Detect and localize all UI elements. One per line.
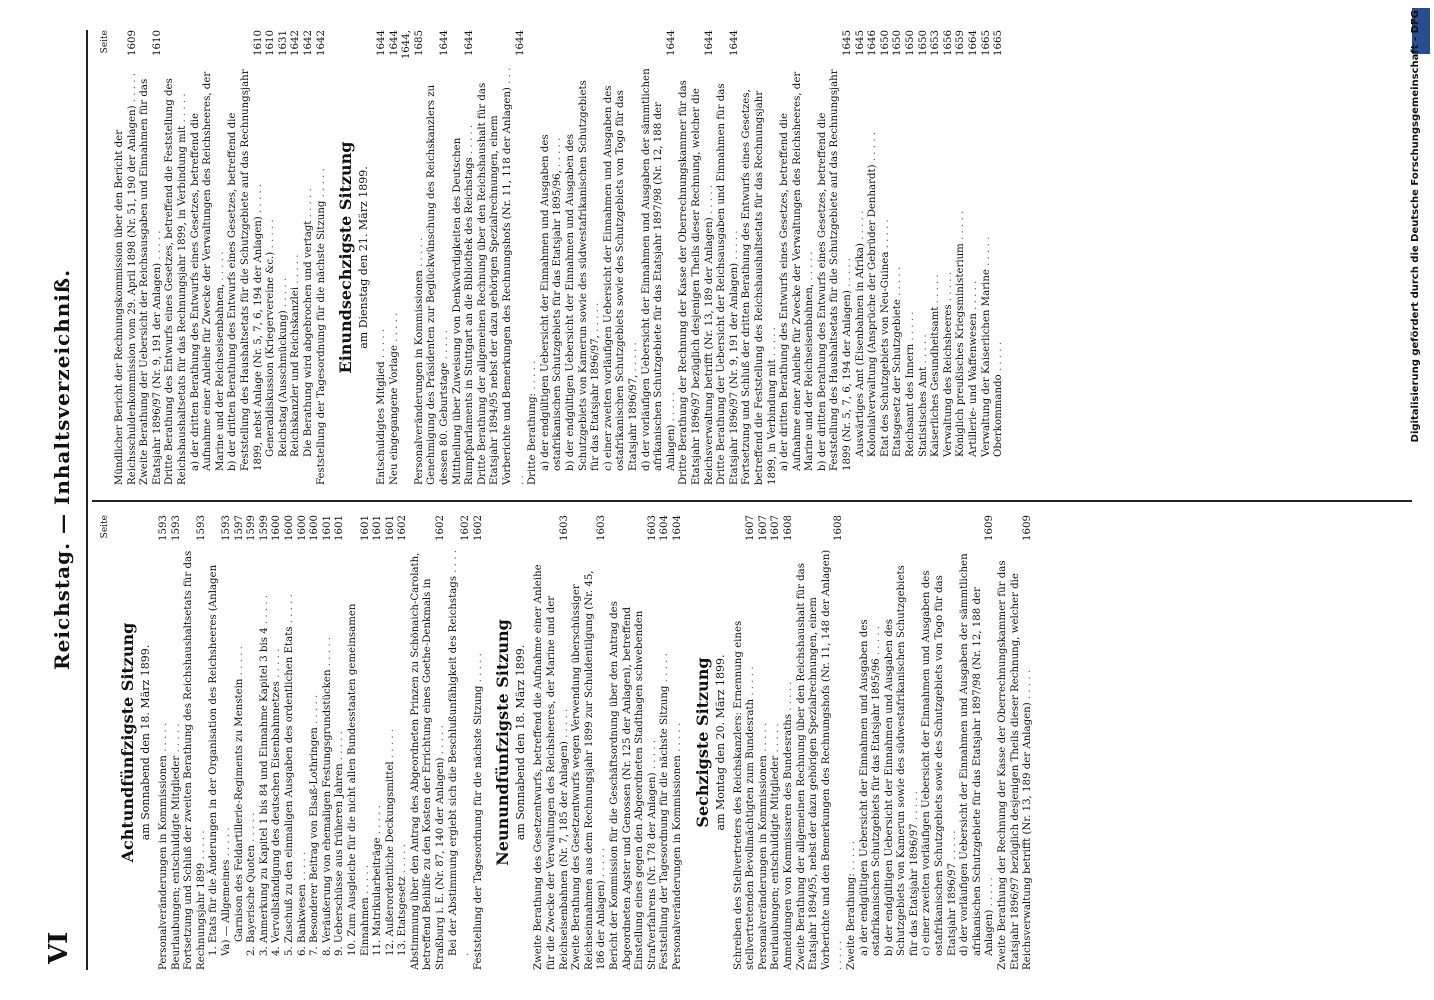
toc-entry-page: 1644, 1685 xyxy=(401,30,425,60)
toc-entry-page: 1644 xyxy=(728,30,740,56)
toc-entry xyxy=(208,515,233,970)
toc-entry xyxy=(376,30,389,485)
toc-entry xyxy=(164,30,189,485)
seite-label: Seite xyxy=(100,515,110,539)
toc-entry xyxy=(997,515,1035,970)
toc-entry-page: 1593 xyxy=(220,515,232,541)
toc-entry-page: 1664 xyxy=(968,30,979,56)
toc-entry xyxy=(284,515,297,970)
toc-entry-text: Garnison des Feldartillerie-Regiments zu Menstein . . . xyxy=(234,549,247,970)
toc-entry-text: Personalveränderungen in Kommissionen . . . xyxy=(672,549,685,970)
toc-entry-text: Neu eingegangene Vorlage . . . xyxy=(389,64,402,485)
toc-entry-page: 1609 xyxy=(984,515,996,541)
toc-entry-page: 1599 xyxy=(258,515,270,541)
toc-entry-text: Dritte Berathung: . . . xyxy=(527,64,540,485)
toc-entry-text: 3. Anmerkung zu Kapitel 1 bis 84 und Einnahme Kapitel 3 bis 4 . . . xyxy=(259,549,272,970)
toc-entry xyxy=(190,30,228,485)
session-date: am Dienstag den 21. März 1899. xyxy=(357,166,371,349)
header-rule xyxy=(86,30,88,970)
session-date: am Sonnabend den 18. März 1899. xyxy=(514,644,528,841)
toc-entry-page: 1610 xyxy=(265,30,277,56)
toc-entry-text: Verwaltung des Reichsheeres . . . xyxy=(943,64,956,485)
toc-entry-text: Dritte Berathung des Entwurfs eines Gesetzes, betreffend die Feststellung des Reichshaushaltsetats für das Rechnungsjahr 1899, in Verbindung mit . . . xyxy=(164,64,189,485)
toc-entry xyxy=(259,515,272,970)
toc-entry xyxy=(930,30,943,485)
toc-entry xyxy=(779,30,817,485)
toc-entry-text: Etatsgesetz der Schutzgebiete . . . xyxy=(892,64,905,485)
toc-entry-text: Generaldiskussion (Kriegervereine &c.) . . . xyxy=(265,64,278,485)
toc-entry-page: 1601 xyxy=(334,515,346,541)
toc-entry-page: 1608 xyxy=(833,515,845,541)
toc-entry-page: 1603 xyxy=(596,515,608,541)
toc-entry xyxy=(334,515,347,970)
toc-entry-page: 1607 xyxy=(770,515,782,541)
toc-entry-page: 1597 xyxy=(233,515,245,541)
seite-label: Seite xyxy=(100,30,110,54)
page-number: VI xyxy=(44,931,74,964)
toc-entry-page: 1645 xyxy=(854,30,866,56)
toc-entry xyxy=(678,30,716,485)
toc-entry-page: 1600 xyxy=(296,515,308,541)
toc-entry xyxy=(533,515,571,970)
toc-entry-page: 1610 xyxy=(252,30,264,56)
toc-entry-page: 1600 xyxy=(309,515,321,541)
toc-entry xyxy=(234,515,247,970)
page-header xyxy=(40,30,80,970)
toc-entry xyxy=(426,30,451,485)
toc-entry-page: 1650 xyxy=(905,30,917,56)
toc-entry xyxy=(452,30,477,485)
toc-entry-page: 1665 xyxy=(993,30,1005,56)
running-head: Reichstag. — Inhaltsverzeichniß. xyxy=(50,268,74,670)
toc-entry xyxy=(921,515,959,970)
toc-entry-page: 1650 xyxy=(892,30,904,56)
digitization-credit xyxy=(1404,10,1428,990)
toc-entry-text: Dritte Berathung der Uebersicht der Reichsausgaben und Einnahmen für das Etatsjahr 1896/97 (Nr. 9, 191 der Anlagen) . . . xyxy=(716,64,741,485)
column-divider xyxy=(92,500,1412,502)
toc-entry-text: b) der endgültigen Uebersicht der Einnahmen und Ausgaben des Schutzgebiets von Kamerun sowie des südwestafrikanischen Schutzgebiets für das Etatsjahr 1896/97 . . . xyxy=(884,549,922,970)
toc-entry-page: 1593 xyxy=(195,515,207,541)
toc-entry xyxy=(959,515,997,970)
toc-entry-page: 1604 xyxy=(671,515,683,541)
toc-entry-text: a) der dritten Berathung des Entwurfs eines Gesetzes, betreffend die Aufnahme einer Anleihe für Zwecke der Verwaltungen des Reichsheeres, der Marine und der Reichseisenbahnen, . . . xyxy=(190,64,228,485)
toc-entry xyxy=(733,515,758,970)
toc-entry-text: Kolonialverwaltung (Ansprüche der Gebrüder Denhardt) . . . xyxy=(867,64,880,485)
toc-entry-text: d) der vorläufigen Uebersicht der Einnahmen und Ausgaben der sämmtlichen afrikanischen Schutzgebiete für das Etatsjahr 1897/98 (Nr. 12, 188 der Anlagen) . . . xyxy=(641,64,679,485)
left-column xyxy=(100,515,1400,970)
toc-entry xyxy=(385,515,398,970)
toc-entry-page: 1593 xyxy=(170,515,182,541)
session-title: Einundsechzigste Sitzung xyxy=(336,141,356,374)
toc-entry-text: 13. Etatsgesetz . . . xyxy=(397,549,410,970)
toc-entry-text: Anmeldungen von Kommissaren des Bundesraths . . . xyxy=(783,549,796,970)
toc-entry-text: Personalveränderungen in Kommissionen . . . xyxy=(758,549,771,970)
toc-entry-page: 1610 xyxy=(151,30,163,56)
toc-entry-text: Mittheilung über Zuweisung von Denkwürdigkeiten des Deutschen Rumpfparlaments in Stuttgart an die Bibliothek des Reichstags . . . xyxy=(452,64,477,485)
toc-entry-text: Zweite Berathung: . . . xyxy=(846,549,859,970)
toc-entry xyxy=(316,30,329,485)
toc-entry xyxy=(271,515,284,970)
toc-entry-text: Zweite Berathung der Uebersicht der Reichsausgaben und Einnahmen für das Etatsjahr 1896/97 (Nr. 9, 191 der Anlagen) . . . xyxy=(139,64,164,485)
toc-entry-page: 1608 xyxy=(782,515,794,541)
toc-entry xyxy=(290,30,303,485)
toc-entry-text: Zweite Berathung der Rechnung der Kasse der Oberrechnungskammer für das Etatsjahr 1896/97 bezüglich desjenigen Theils dieser Rechnung, welcher die Reichsverwaltung betrifft (Nr. 13, 189 der Anlagen) . . . xyxy=(997,549,1035,970)
toc-entry-text: Oberkommando . . . xyxy=(993,64,1006,485)
toc-entry-page: 1607 xyxy=(757,515,769,541)
toc-entry-page: 1601 xyxy=(321,515,333,541)
toc-entry-text: Statistisches Amt . . . xyxy=(918,64,931,485)
toc-entry xyxy=(114,30,139,485)
toc-entry-page: 1659 xyxy=(955,30,967,56)
toc-entry xyxy=(309,515,322,970)
credit-text: Digitalisierung gefördert durch die Deutsche Forschungsgemeinschaft - DFG xyxy=(1410,10,1421,443)
toc-entry-page: 1607 xyxy=(745,515,757,541)
toc-entry xyxy=(770,515,783,970)
toc-entry xyxy=(659,515,672,970)
toc-entry-page: 1599 xyxy=(246,515,258,541)
toc-entry-text: Feststellung der Tagesordnung für die nächste Sitzung . . . xyxy=(473,549,486,970)
toc-entry xyxy=(855,30,868,485)
toc-entry-page: 1602 xyxy=(435,515,447,541)
toc-entry-text: 10. Zum Ausgleiche für die nicht allen Bundesstaaten gemeinsamen Einnahmen . . . xyxy=(347,549,372,970)
toc-entry xyxy=(993,30,1006,485)
toc-entry-text: Zweite Berathung der allgemeinen Rechnung über den Reichshaushalt für das Etatsjahr 1894/95, nebst der dazu gehörigen Spezialrechnungen, einem Vorberichte und den Bemerkungen des Rechnungshofs (Nr. 11, 148 der Anlagen) . . . xyxy=(796,549,846,970)
toc-entry xyxy=(158,515,171,970)
toc-entry xyxy=(540,30,565,485)
toc-entry-text: Zweite Berathung des Gesetzentwurfs, betreffend die Aufnahme einer Anleihe für die Zwecke der Verwaltungen des Reichsheeres, der Marine und der Reichseisenbahnen (Nr. 7, 185 der Anlagen) . . . xyxy=(533,549,571,970)
toc-entry xyxy=(401,30,426,485)
toc-entry xyxy=(783,515,796,970)
toc-entry xyxy=(246,515,259,970)
toc-entry-text: b) der dritten Berathung des Entwurfs eines Gesetzes, betreffend die Feststellung des Haushaltsetats für die Schutzgebiete auf das Rechnungsjahr 1899, nebst Anlage (Nr. 5, 7, 6, 194 der Anlagen) . . . xyxy=(227,64,265,485)
toc-entry-text: c) einer zweiten vorläufigen Uebersicht der Einnahmen und Ausgaben des ostafrikanischen Schutzgebiets sowie des Schutzgebiets von Togo für das Etatsjahr 1896/97, . . . xyxy=(603,64,641,485)
toc-entry xyxy=(322,515,335,970)
toc-entry-page: 1650 xyxy=(879,30,891,56)
toc-entry-text: Reichstag (Ausschmückung) . . . xyxy=(278,64,291,485)
toc-entry-page: 1604 xyxy=(659,515,671,541)
toc-entry-page: 1642 xyxy=(290,30,302,56)
toc-entry-text: Dritte Berathung der Rechnung der Kasse der Oberrechnungskammer für das Etatsjahr 1896/97 bezüglich desjenigen Theils dieser Rechnung, welcher die Reichsverwaltung betrifft (Nr. 13, 189 der Anlagen) . . . xyxy=(678,64,716,485)
toc-entry xyxy=(817,30,855,485)
toc-entry xyxy=(397,515,410,970)
toc-entry-text: Beurlaubungen; entschuldigte Mitglieder . . . xyxy=(171,549,184,970)
toc-entry xyxy=(884,515,922,970)
toc-entry-text: Feststellung der Tagesordnung für die nächste Sitzung . . . xyxy=(316,64,329,485)
toc-entry-page: 1650 xyxy=(917,30,929,56)
toc-entry-text: 12. Außerordentliche Deckungsmittel . . . xyxy=(385,549,398,970)
toc-entry-page: 1644 xyxy=(376,30,388,56)
toc-entry-text: Personalveränderungen in Kommissionen . . . xyxy=(158,549,171,970)
toc-entry-page: 1609 xyxy=(126,30,138,56)
toc-entry-text: Bericht der Kommission für die Geschäftsordnung über den Antrag des Abgeordneten Agster und Genossen (Nr. 125 der Anlagen), betreffend Einstellung eines gegen den Abgeordneten Stadthagen schwebenden Strafverfahrens (Nr. 178 der Anlagen) . . . xyxy=(609,549,659,970)
toc-entry-page: 1653 xyxy=(930,30,942,56)
toc-entry-text: 5. Zuschuß zu den einmaligen Ausgaben des ordentlichen Etats . . . xyxy=(284,549,297,970)
toc-entry xyxy=(278,30,291,485)
toc-entry-text: b) der endgültigen Uebersicht der Einnahmen und Ausgaben des Schutzgebiets von Kamerun sowie des südwestafrikanischen Schutzgebiets für das Etatsjahr 1896/97, . . . xyxy=(565,64,603,485)
toc-entry-text: Auswärtiges Amt (Eisenbahnen in Afrika) . . . xyxy=(855,64,868,485)
toc-entry xyxy=(609,515,659,970)
toc-entry-text: 9. Ueberschüsse aus früheren Jahren . . . xyxy=(334,549,347,970)
toc-entry-text: 4. Vervollständigung des deutschen Eisenbahnnetzes . . . xyxy=(271,549,284,970)
toc-entry xyxy=(867,30,880,485)
session-title: Sechzigste Sitzung xyxy=(692,657,712,828)
toc-entry-page: 1656 xyxy=(942,30,954,56)
toc-entry xyxy=(297,515,310,970)
toc-entry xyxy=(410,515,448,970)
toc-entry-page: 1600 xyxy=(271,515,283,541)
session-date: am Sonnabend den 18. März 1899. xyxy=(139,644,152,841)
toc-entry-page: 1602 xyxy=(472,515,484,541)
toc-entry xyxy=(565,30,603,485)
toc-entry-page: 1601 xyxy=(359,515,371,541)
toc-entry-text: Zweite Berathung des Gesetzentwurfs wegen Verwendung überschüssiger Reichseinnahmen aus dem Rechnungsjahr 1899 zur Schuldentilgung (Nr. 45, 186 der Anlagen) . . . xyxy=(571,549,609,970)
toc-entry-page: 1602 xyxy=(397,515,409,541)
toc-entry xyxy=(183,515,208,970)
toc-entry xyxy=(892,30,905,485)
toc-entry-page: 1644 xyxy=(388,30,400,56)
toc-entry xyxy=(265,30,278,485)
toc-entry-text: c) einer zweiten vorläufigen Uebersicht der Einnahmen und Ausgaben des ostafrikanischen Schutzgebiets sowie des Schutzgebiets von Togo für das Etatsjahr 1896/97 . . . xyxy=(921,549,959,970)
toc-entry xyxy=(571,515,609,970)
toc-entry xyxy=(347,515,372,970)
toc-entry-text: 1. Etats für die Änderungen in der Organisation des Reichsheeres (Anlagen Va) — Allgemeines . . . xyxy=(208,549,233,970)
toc-entry xyxy=(473,515,486,970)
toc-entry-text: Reichskanzler und Reichskanzlei . . . xyxy=(290,64,303,485)
toc-entry-page: 1600 xyxy=(283,515,295,541)
toc-entry xyxy=(943,30,956,485)
session-date: am Montag den 20. März 1899. xyxy=(713,654,727,831)
toc-entry xyxy=(171,515,184,970)
right-column xyxy=(100,30,1400,485)
toc-entry-page: 1644 xyxy=(703,30,715,56)
toc-entry-page: 1644 xyxy=(665,30,677,56)
toc-entry xyxy=(477,30,527,485)
toc-entry xyxy=(641,30,679,485)
toc-entry xyxy=(905,30,918,485)
toc-entry xyxy=(796,515,846,970)
toc-entry xyxy=(741,30,779,485)
toc-entry xyxy=(859,515,884,970)
toc-entry-text: Genehmigung des Präsidenten zur Beglückwünschung des Reichskanzlers zu dessen 80. Geburtstage . . . xyxy=(426,64,451,485)
toc-entry-text: Artillerie- und Waffenwesen . . . xyxy=(968,64,981,485)
toc-entry-page: 1603 xyxy=(558,515,570,541)
toc-entry xyxy=(981,30,994,485)
toc-entry xyxy=(955,30,968,485)
toc-entry-page: 1601 xyxy=(384,515,396,541)
toc-entry xyxy=(846,515,859,970)
toc-entry-text: Verwaltung der Kaiserlichen Marine . . . xyxy=(981,64,994,485)
toc-entry-text: Mündlicher Bericht der Rechnungskommission über den Bericht der Reichsschuldenkommission vom 29. April 1898 (Nr. 51, 190 der Anlagen) . . . xyxy=(114,64,139,485)
toc-entry-page: 1593 xyxy=(158,515,169,541)
toc-entry-text: Abstimmung über den Antrag des Abgeordneten Prinzen zu Schönaich-Carolath, betreffend Beihilfe zu den Kosten der Errichtung eines Goethe-Denkmals in Straßburg i. E. (Nr. 87, 140 der Anlagen) . . . xyxy=(410,549,448,970)
toc-entry-text: Personalveränderungen in Kommissionen . . . xyxy=(414,64,427,485)
toc-entry xyxy=(918,30,931,485)
toc-entry xyxy=(758,515,771,970)
toc-entry-text: a) der dritten Berathung des Entwurfs eines Gesetzes, betreffend die Aufnahme einer Anleihe für Zwecke der Verwaltungen des Reichsheeres, der Marine und der Reichseisenbahnen, . . . xyxy=(779,64,817,485)
toc-entry xyxy=(527,30,540,485)
toc-entry-page: 1602 xyxy=(460,515,472,541)
toc-entry-text: Schreiben des Stellvertreters des Reichskanzlers: Ernennung eines stellvertretenden Bevollmächtigten zum Bundesrath . . . xyxy=(733,549,758,970)
toc-entry-text: Fortsetzung und Schluß der zweiten Berathung des Reichshaushaltsetats für das Rechnungsjahr 1899 . . . xyxy=(183,549,208,970)
toc-entry-page: 1601 xyxy=(372,515,384,541)
toc-entry-text: Dritte Berathung der allgemeinen Rechnung über den Reichshaushalt für das Etatsjahr 1894/95 nebst der dazu gehörigen Spezialrechnungen, einem Vorberichte und Bemerkungen des Rechnungshofs (Nr. 11, 118 der Anlagen) . . . xyxy=(477,64,527,485)
toc-entry xyxy=(448,515,473,970)
toc-entry-text: 7. Besonderer Beitrag von Elsaß-Lothringen . . . xyxy=(309,549,322,970)
toc-entry-page: 1603 xyxy=(646,515,658,541)
toc-entry-page: 1609 xyxy=(1022,515,1034,541)
toc-entry-text: Kaiserliches Gesundheitsamt . . . xyxy=(930,64,943,485)
toc-entry-page: 1642 xyxy=(315,30,327,56)
toc-entry-text: 8. Veräußerung von ehemaligen Festungsgrundstücken . . . xyxy=(322,549,335,970)
toc-entry-page: 1644 xyxy=(514,30,526,56)
toc-entry xyxy=(227,30,265,485)
toc-entry xyxy=(603,30,641,485)
toc-entry-page: 1642 xyxy=(302,30,314,56)
toc-entry-text: Königlich preußisches Kriegsministerium . . . xyxy=(955,64,968,485)
toc-entry-text: Die Berathung wird abgebrochen und vertagt . . . xyxy=(303,64,316,485)
toc-entry-text: 11. Matrikularbeiträge . . . xyxy=(372,549,385,970)
toc-entry-text: Bei der Abstimmung ergiebt sich die Beschlußunfähigkeit des Reichstags . . . xyxy=(448,549,473,970)
toc-entry-text: a) der endgültigen Uebersicht der Einnahmen und Ausgaben des ostafrikanischen Schutzgebiets für das Etatsjahr 1895/96, . . . xyxy=(540,64,565,485)
session-title: Achtundfünfzigste Sitzung xyxy=(118,622,137,863)
toc-entry-page: 1645 xyxy=(842,30,854,56)
toc-entry-text: Beurlaubungen; entschuldigte Mitglieder . . . xyxy=(770,549,783,970)
toc-entry xyxy=(968,30,981,485)
toc-entry-text: Fortsetzung und Schluß der dritten Berathung des Entwurfs eines Gesetzes, betreffend die Feststellung des Reichshaushaltsetats für das Rechnungsjahr 1899, in Verbindung mit . . . xyxy=(741,64,779,485)
toc-entry-page: 1665 xyxy=(980,30,992,56)
toc-entry xyxy=(372,515,385,970)
toc-entry-text: b) der dritten Berathung des Entwurfs eines Gesetzes, betreffend die Feststellung des Haushaltsetats für die Schutzgebiete auf das Rechnungsjahr 1899 (Nr. 5, 7, 6, 194 der Anlagen) . . . xyxy=(817,64,855,485)
toc-entry-text: Entschuldigtes Mitglied . . . xyxy=(376,64,389,485)
toc-entry-page: 1631 xyxy=(277,30,289,56)
toc-entry-text: Etat des Schutzgebiets von Neu-Guinea . . . xyxy=(880,64,893,485)
toc-entry-text: 6. Bankwesen . . . xyxy=(297,549,310,970)
toc-entry-page: 1644 xyxy=(439,30,451,56)
toc-entry-text: Feststellung der Tagesordnung für die nächste Sitzung . . . xyxy=(659,549,672,970)
toc-entry xyxy=(672,515,685,970)
toc-entry xyxy=(716,30,741,485)
session-title: Neunundfünfzigste Sitzung xyxy=(493,619,513,866)
toc-entry-text: d) der vorläufigen Uebersicht der Einnahmen und Ausgaben der sämmtlichen afrikanischen Schutzgebiete für das Etatsjahr 1897/98 (Nr. 12, 188 der Anlagen) . . . xyxy=(959,549,997,970)
toc-entry xyxy=(139,30,164,485)
toc-entry-text: a) der endgültigen Uebersicht der Einnahmen und Ausgaben des ostafrikanischen Schutzgebiets für das Etatsjahr 1895/96 . . . xyxy=(859,549,884,970)
toc-entry-text: 2. Bayerische Quoten . . . xyxy=(246,549,259,970)
toc-entry-text: Reichsamt des Innern . . . xyxy=(905,64,918,485)
toc-entry xyxy=(880,30,893,485)
toc-entry-page: 1646 xyxy=(867,30,879,56)
toc-entry-page: 1644 xyxy=(464,30,476,56)
toc-entry xyxy=(303,30,316,485)
toc-entry xyxy=(389,30,402,485)
